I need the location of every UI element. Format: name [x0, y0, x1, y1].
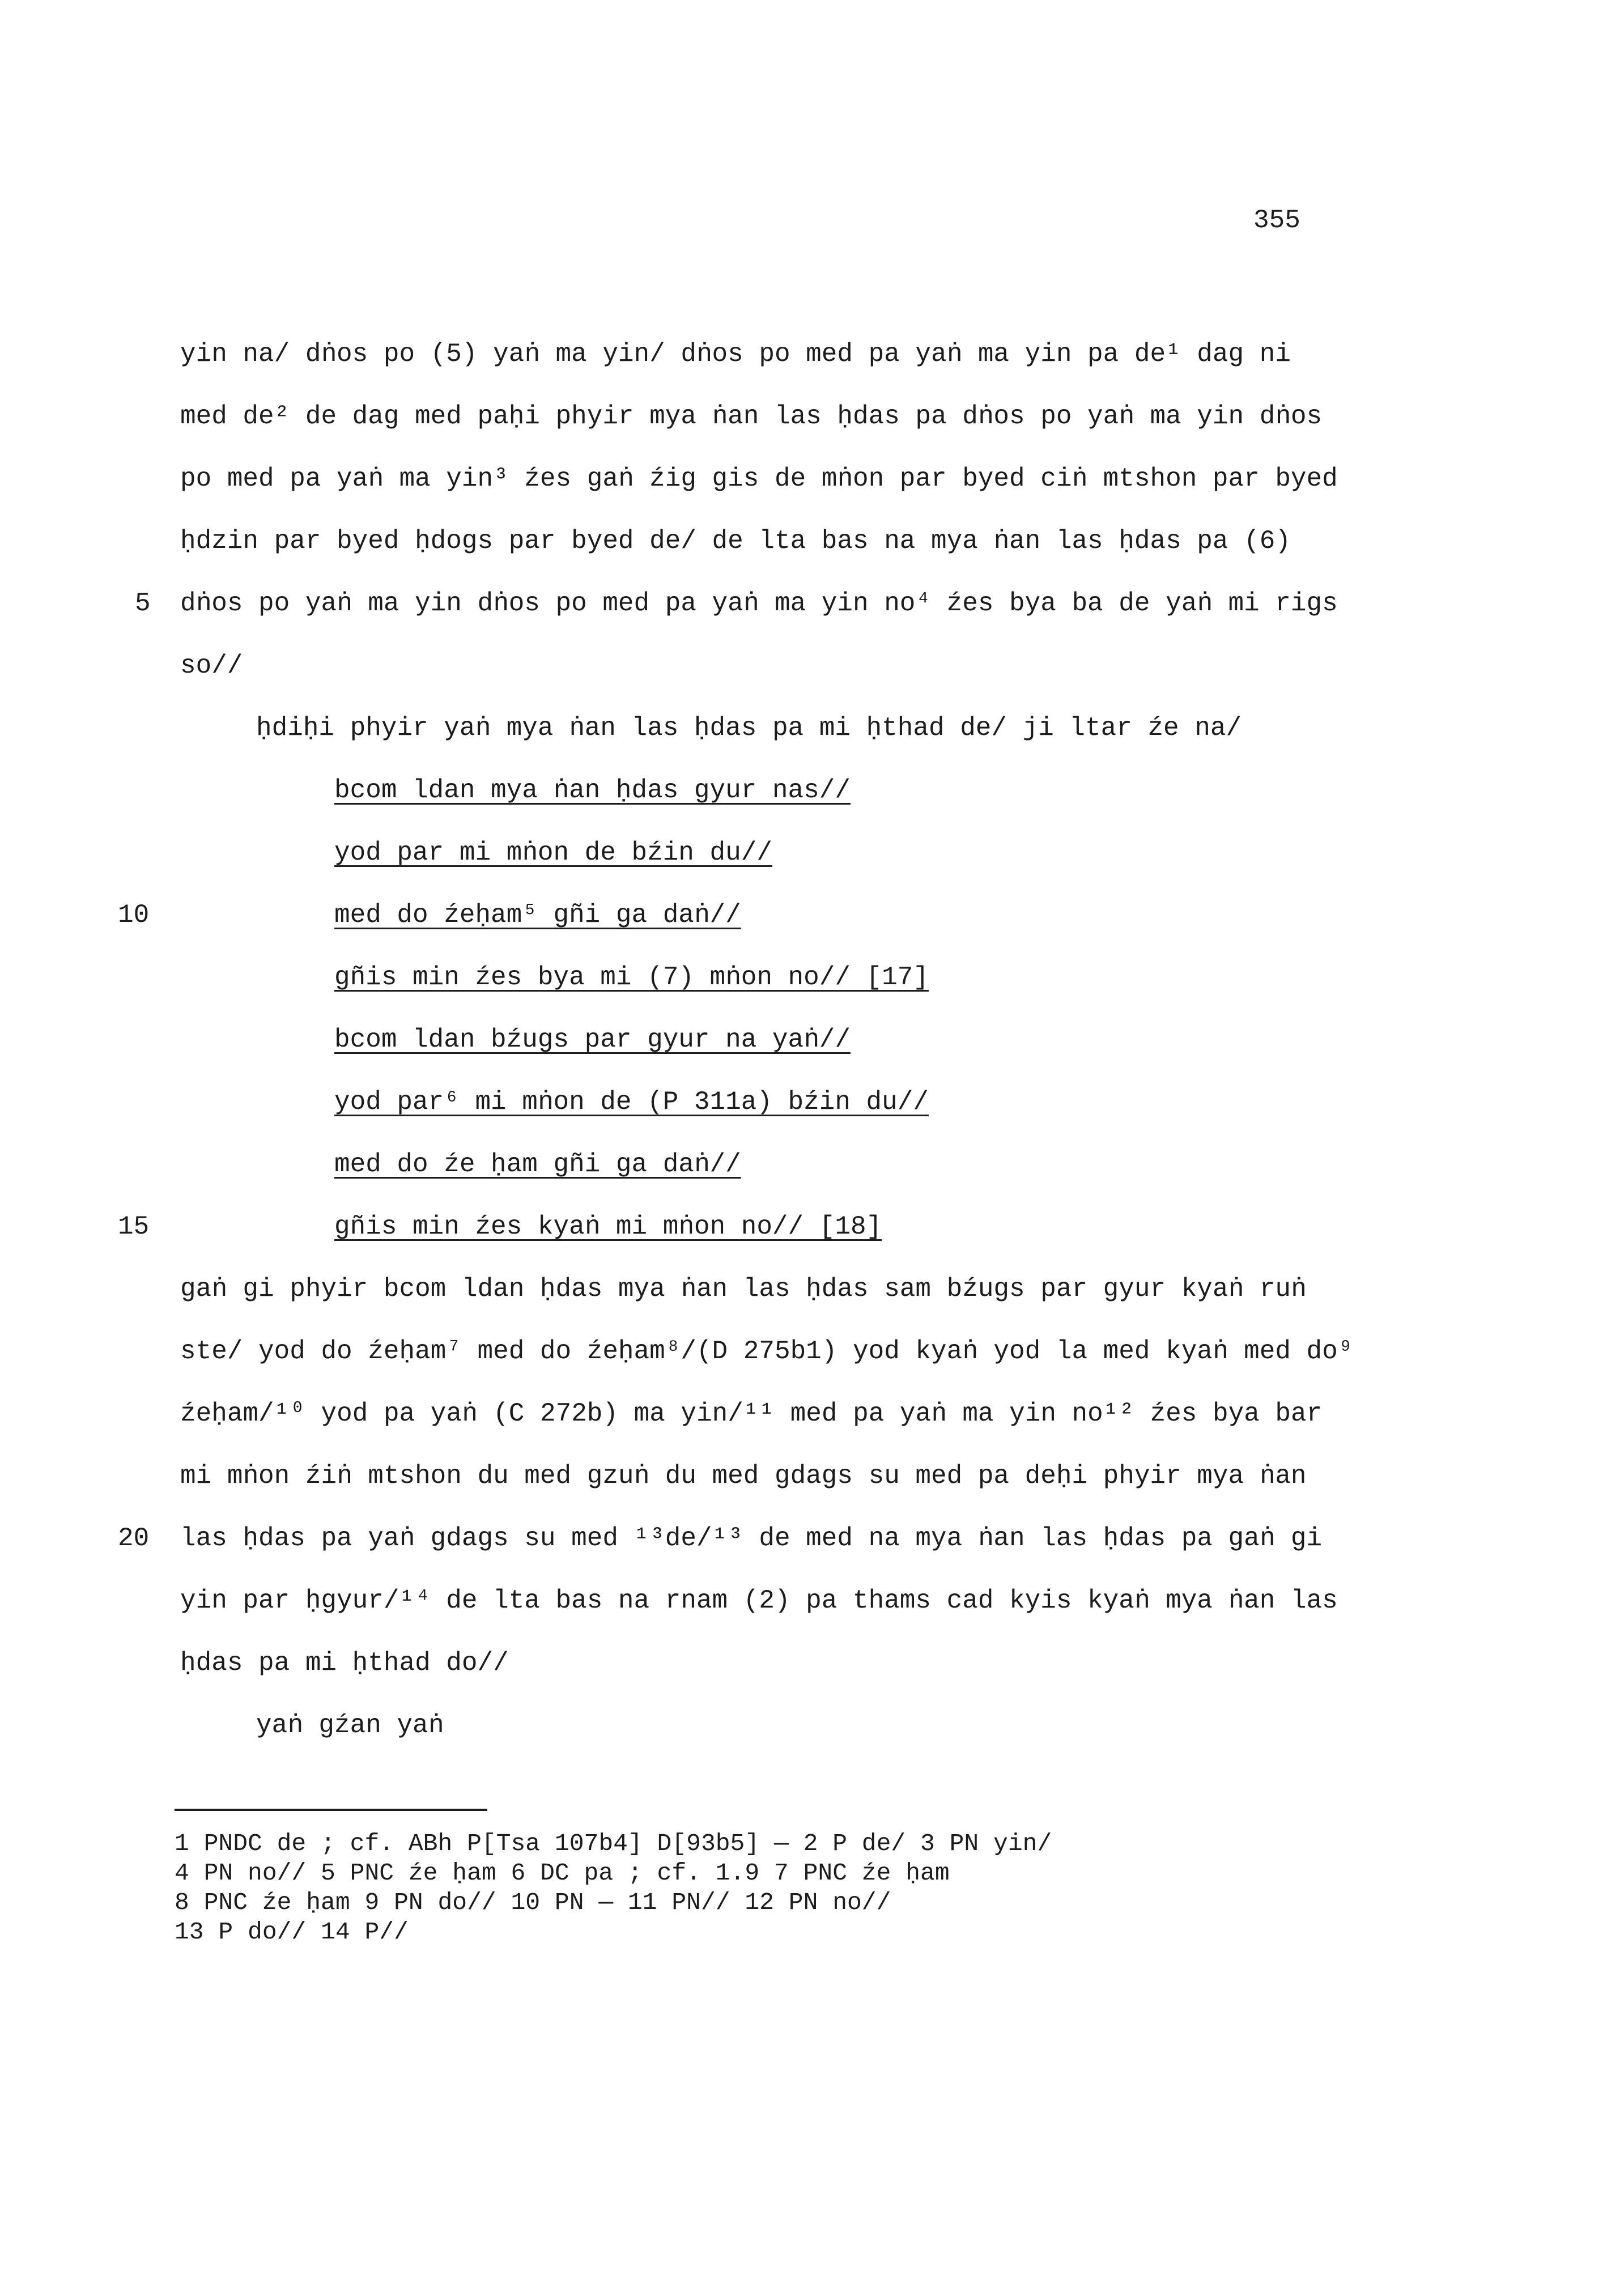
- text-line: ste/ yod do źeḥam⁷ med do źeḥam⁸/(D 275b1) yod kyaṅ yod la med kyaṅ med do⁹: [180, 1337, 1354, 1366]
- footnote-line: 1 PNDC de ; cf. ABh P[Tsa 107b4] D[93b5] — 2 P de/ 3 PN yin/: [175, 1830, 1052, 1857]
- verse-line: bcom ldan bźugs par gyur na yaṅ//: [334, 1025, 851, 1055]
- footnote-line: 13 P do// 14 P//: [175, 1918, 409, 1946]
- verse-line: med do źe ḥam gñi ga daṅ//: [334, 1150, 741, 1179]
- text-line: so//: [180, 651, 243, 681]
- verse-line: bcom ldan mya ṅan ḥdas gyur nas//: [334, 776, 851, 805]
- text-line: yin na/ dṅos po (5) yaṅ ma yin/ dṅos po med pa yaṅ ma yin pa de¹ dag ni: [180, 339, 1291, 369]
- text-line: las ḥdas pa yaṅ gdags su med ¹³de/¹³ de med na mya ṅan las ḥdas pa gaṅ gi: [180, 1524, 1323, 1553]
- verse-line: yod par⁶ mi mṅon de (P 311a) bźin du//: [334, 1087, 929, 1117]
- text-line: yaṅ gźan yaṅ: [256, 1711, 444, 1740]
- footnote-line: 8 PNC źe ḥam 9 PN do// 10 PN — 11 PN// 12 PN no//: [175, 1889, 891, 1916]
- page-number: 355: [1253, 206, 1300, 235]
- line-number: 5: [135, 589, 151, 618]
- verse-line: gñis min źes kyaṅ mi mṅon no// [18]: [334, 1212, 882, 1241]
- text-line: ḥdiḥi phyir yaṅ mya ṅan las ḥdas pa mi ḥthad de/ ji ltar źe na/: [256, 713, 1242, 743]
- text-line: źeḥam/¹⁰ yod pa yaṅ (C 272b) ma yin/¹¹ med pa yaṅ ma yin no¹² źes bya bar: [180, 1399, 1323, 1428]
- line-number: 10: [118, 900, 150, 930]
- text-line: dṅos po yaṅ ma yin dṅos po med pa yaṅ ma yin no⁴ źes bya ba de yaṅ mi rigs: [180, 589, 1338, 618]
- text-line: po med pa yaṅ ma yin³ źes gaṅ źig gis de mṅon par byed ciṅ mtshon par byed: [180, 464, 1338, 494]
- verse-line: med do źeḥam⁵ gñi ga daṅ//: [334, 900, 741, 930]
- text-line: mi mṅon źiṅ mtshon du med gzuṅ du med gdags su med pa deḥi phyir mya ṅan: [180, 1461, 1307, 1491]
- line-number: 20: [118, 1524, 150, 1553]
- footnote-line: 4 PN no// 5 PNC źe ḥam 6 DC pa ; cf. 1.9 7 PNC źe ḥam: [175, 1859, 950, 1887]
- line-number: 15: [118, 1212, 150, 1241]
- verse-line: yod par mi mṅon de bźin du//: [334, 838, 772, 868]
- text-line: yin par ḥgyur/¹⁴ de lta bas na rnam (2) pa thams cad kyis kyaṅ mya ṅan las: [180, 1586, 1338, 1615]
- text-line: ḥdas pa mi ḥthad do//: [180, 1648, 509, 1678]
- text-line: gaṅ gi phyir bcom ldan ḥdas mya ṅan las ḥdas sam bźugs par gyur kyaṅ ruṅ: [180, 1274, 1307, 1304]
- text-line: med de² de dag med paḥi phyir mya ṅan las ḥdas pa dṅos po yaṅ ma yin dṅos: [180, 402, 1323, 431]
- footnote-divider: [175, 1809, 487, 1811]
- text-line: ḥdzin par byed ḥdogs par byed de/ de lta bas na mya ṅan las ḥdas pa (6): [180, 526, 1291, 556]
- verse-line: gñis min źes bya mi (7) mṅon no// [17]: [334, 963, 929, 992]
